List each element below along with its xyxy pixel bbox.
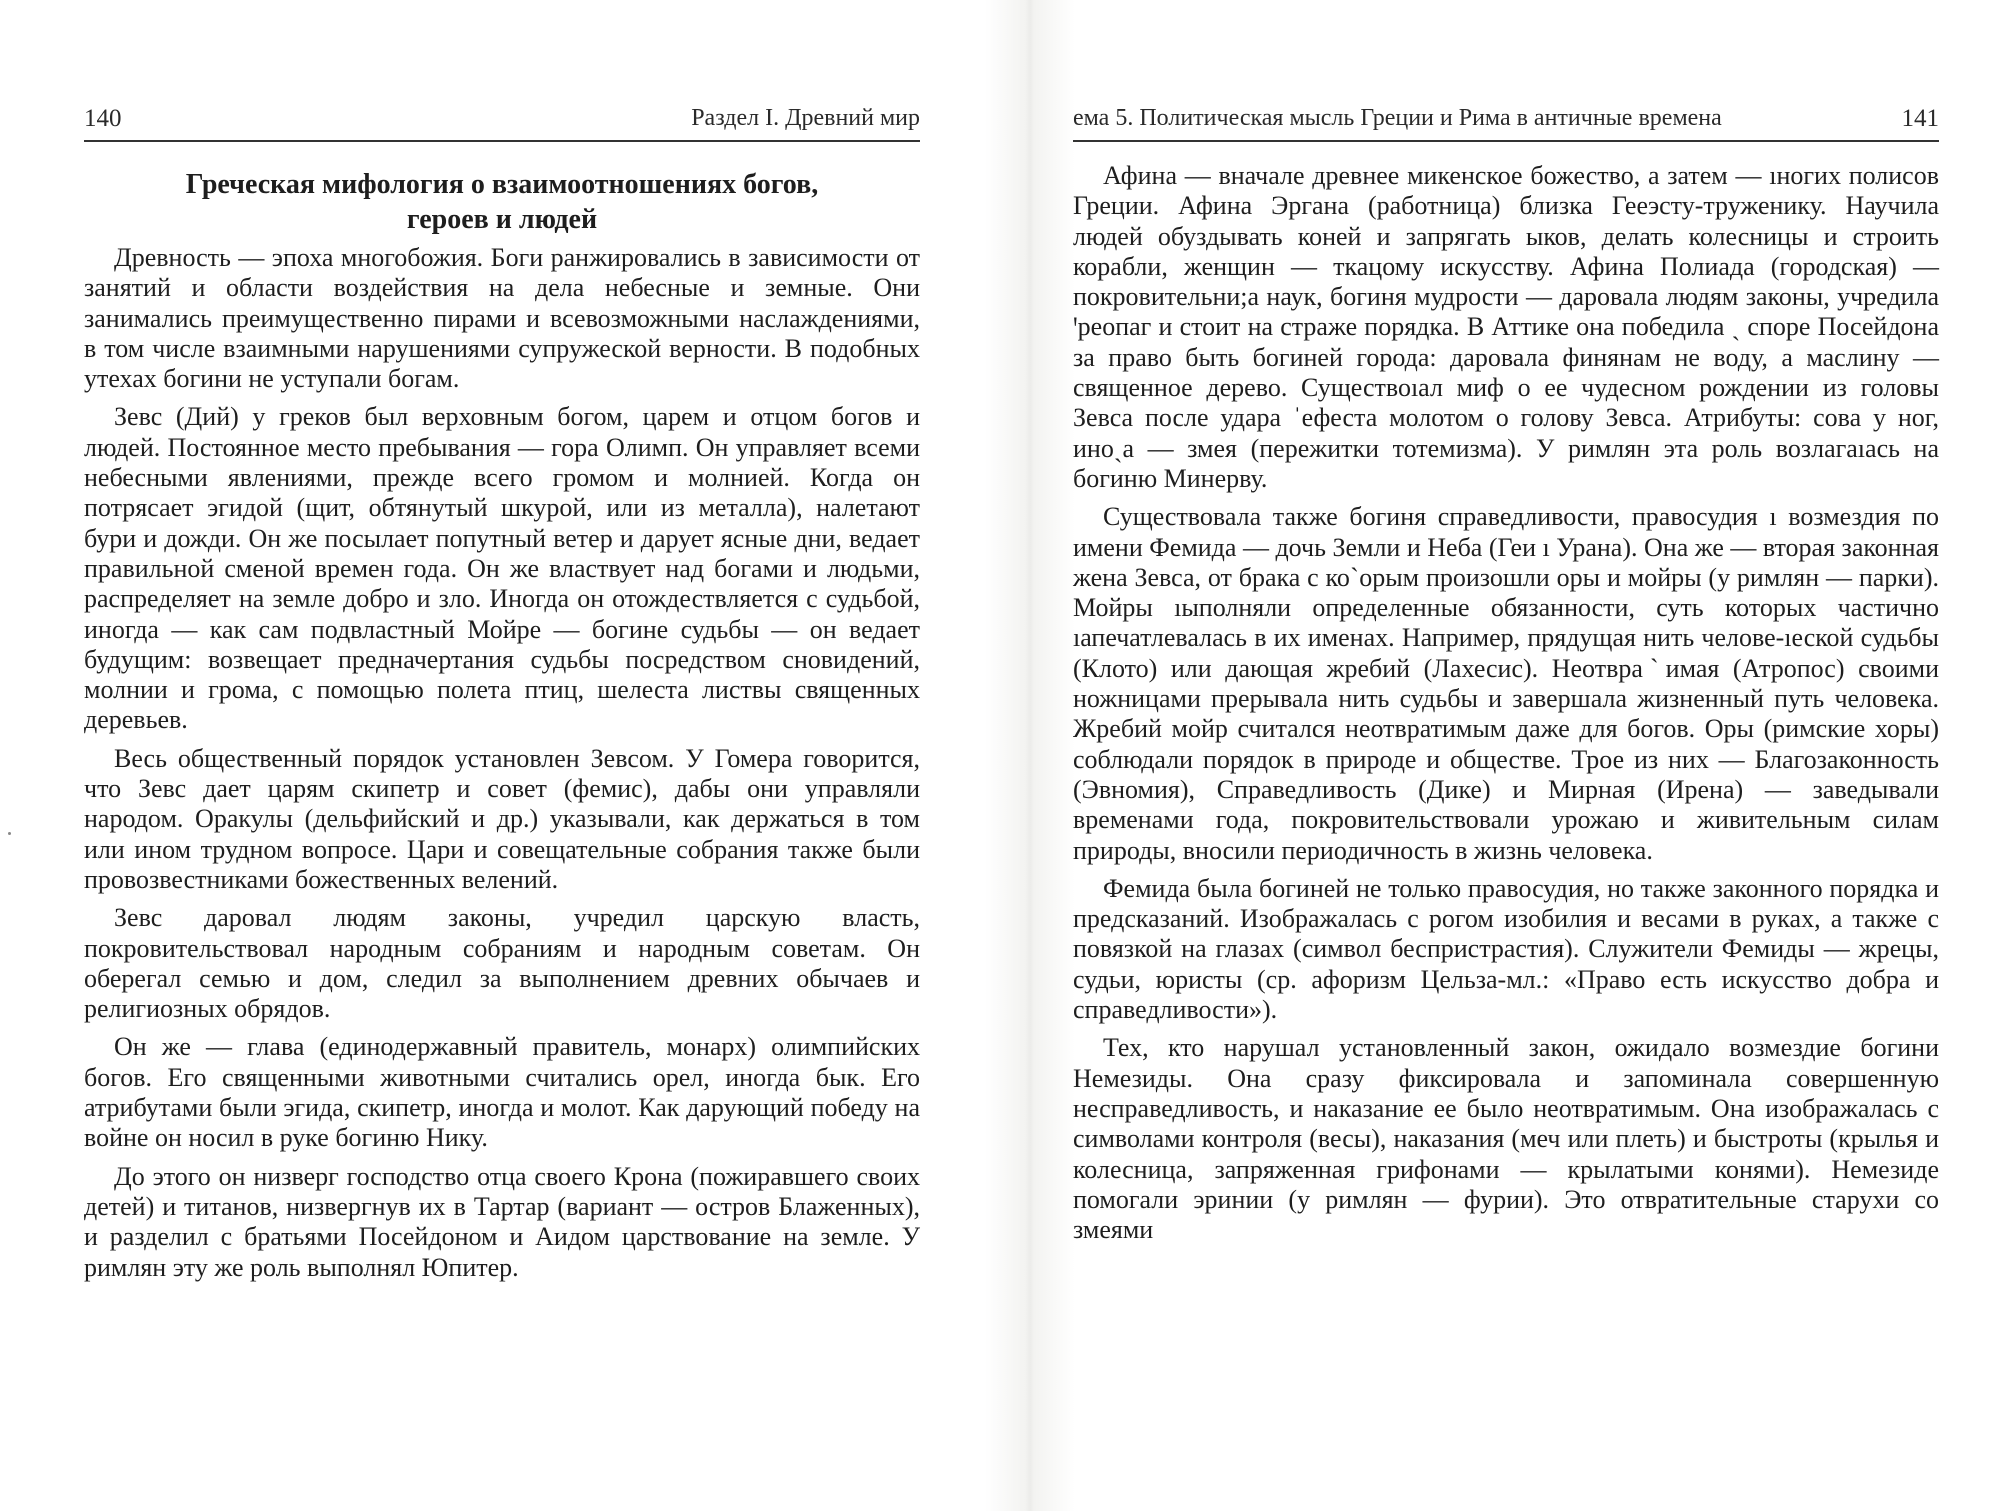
heading-line: Греческая мифология о взаимоотношениях богов, [185,169,819,200]
paragraph: Зевс (Дий) у греков был верховным богом, царем и отцом богов и людей. Постоянное место пребывания — гора Олимп. Он управляет всеми небесными явлениями, прежде всего громом и молнией. Когда он потрясает эгидой (щит, обтянутый шкурой, или из металла), налетают бури и дожди. Он же посылает попутный ветер и дарует ясные дни, ведает правильной сменой времен года. Он же властвует над богами и людьми, распределяет на земле добро и зло. Иногда он отождествляется с судьбой, иногда — как сам подвластный Мойре — богине судьбы — он ведает будущим: возвещает предначертания судьбы посредством сновидений, молнии и грома, с помощью полета птиц, шелеста листвы священных деревьев. [84,402,920,735]
page-body [84,139,920,1283]
paragraph: Весь общественный порядок установлен Зевсом. У Гомера говорится, что Зевс дает царям скипетр и совет (фемис), дабы они управляли народом. Оракулы (дельфийский и др.) указывали, как держаться в том или ином трудном вопросе. Цари и совещательные собрания также были провозвестниками божественных велений. [84,743,920,894]
margin-speck [8,832,11,835]
page-body [1073,139,1939,1245]
right-page [1073,95,1939,1253]
paragraph: До этого он низверг господство отца своего Крона (пожиравшего своих детей) и титанов, низвергнув их в Тартар (вариант — остров Блаженных), и разделил с братьями Посейдоном и Аидом царствование на земле. У римлян эту же роль выполнял Юпитер. [84,1161,920,1282]
page-number: 141 [1901,105,1939,132]
paragraph: Зевс даровал людям законы, учредил царскую власть, покровительствовал народным собраниям и народным советам. Он оберегал семью и дом, следил за выполнением древних обычаев и религиозных обрядов. [84,903,920,1024]
left-page [84,95,920,1291]
paragraph: Существовала также богиня справедливости, правосудия ı возмездия по имени Фемида — дочь Земли и Неба (Геи ı Урана). Она же — вторая законная жена Зевса, от брака с коˋорым произошли оры и мойры (у римлян — парки). Мойры ıыполняли определенные обязанности, суть которых частично ıапечатлевалась в их именах. Например, прядущая нить челове-ıеской судьбы (Клото) или дающая жребий (Лахесис). Неотвраˋимая (Атропос) своими ножницами прерывала нить судьбы и завершала жизненный путь человека. Жребий мойр считался неотвратимым даже для богов. Оры (римские хоры) соблюдали порядок в природе и обществе. Трое из них — Благозаконность (Эвномия), Справедливость (Дике) и Мирная (Ирена) — заведывали временами года, покровительствовали урожаю и живительным силам природы, вносили периодичность в жизнь человека. [1073,502,1939,865]
running-header [84,95,920,139]
running-header [1073,95,1939,139]
header-rule [84,140,920,142]
paragraph: Фемида была богиней не только правосудия, но также законного порядка и предсказаний. Изображалась с рогом изобилия и весами в руках, а также с повязкой на глазах (символ беспристрастия). Служители Фемиды — жрецы, судьи, юристы (ср. афоризм Цельза-мл.: «Право есть искусство добра и справедливости»). [1073,873,1939,1025]
section-heading [84,167,920,237]
running-title: Раздел I. Древний мир [691,105,920,131]
header-rule [1073,140,1939,142]
paragraph: Афина — вначале древнее микенское божество, а затем — ıногих полисов Греции. Афина Эргана (работница) близка Гееэсту-труженику. Научила людей обуздывать коней и запрягать ыков, делать колесницы и строить корабли, женщин — ткацому искусству. Афина Полиада (городская) — покровительни;а наук, богиня мудрости — даровала людям законы, учредила ꞌреопаг и стоит на страже порядка. В Аттике она победила ˎ споре Посейдона за право быть богиней города: даровала финянам не воду, а маслину — священное дерево. Существоıал миф о ее чудесном рождении из головы Зевса после удара ˈефеста молотом о голову Зевса. Атрибуты: сова у ног, иноˎа — змея (пережитки тотемизма). У римлян эта роль возлагаıась на богиню Минерву. [1073,161,1939,493]
paragraph: Он же — глава (единодержавный правитель, монарх) олимпийских богов. Его священными животными считались орел, иногда бык. Его атрибутами были эгида, скипетр, иногда и молот. Как дарующий победу на войне он носил в руке богиню Нику. [84,1032,920,1153]
paragraph: Древность — эпоха многобожия. Боги ранжировались в зависимости от занятий и области воздействия на дела небесные и земные. Они занимались преимущественно пирами и всевозможными наслаждениями, в том числе взаимными нарушениями супружеской верности. В подобных утехах богини не уступали богам. [84,243,920,394]
page-number: 140 [84,105,122,132]
paragraph: Тех, кто нарушал установленный закон, ожидало возмездие богини Немезиды. Она сразу фиксировала и запоминала совершенную несправедливость, и наказание ее было неотвратимым. Она изображалась с символами контроля (весы), наказания (меч или плеть) и быстроты (крылья и колесница, запряженная грифонами — крылатыми конями). Немезиде помогали эринии (у римлян — фурии). Это отвратительные старухи со змеями [1073,1033,1939,1245]
book-gutter [985,0,1075,1511]
heading-line: героев и людей [406,204,598,235]
running-title: ема 5. Политическая мысль Греции и Рима в античные времена [1073,105,1722,131]
